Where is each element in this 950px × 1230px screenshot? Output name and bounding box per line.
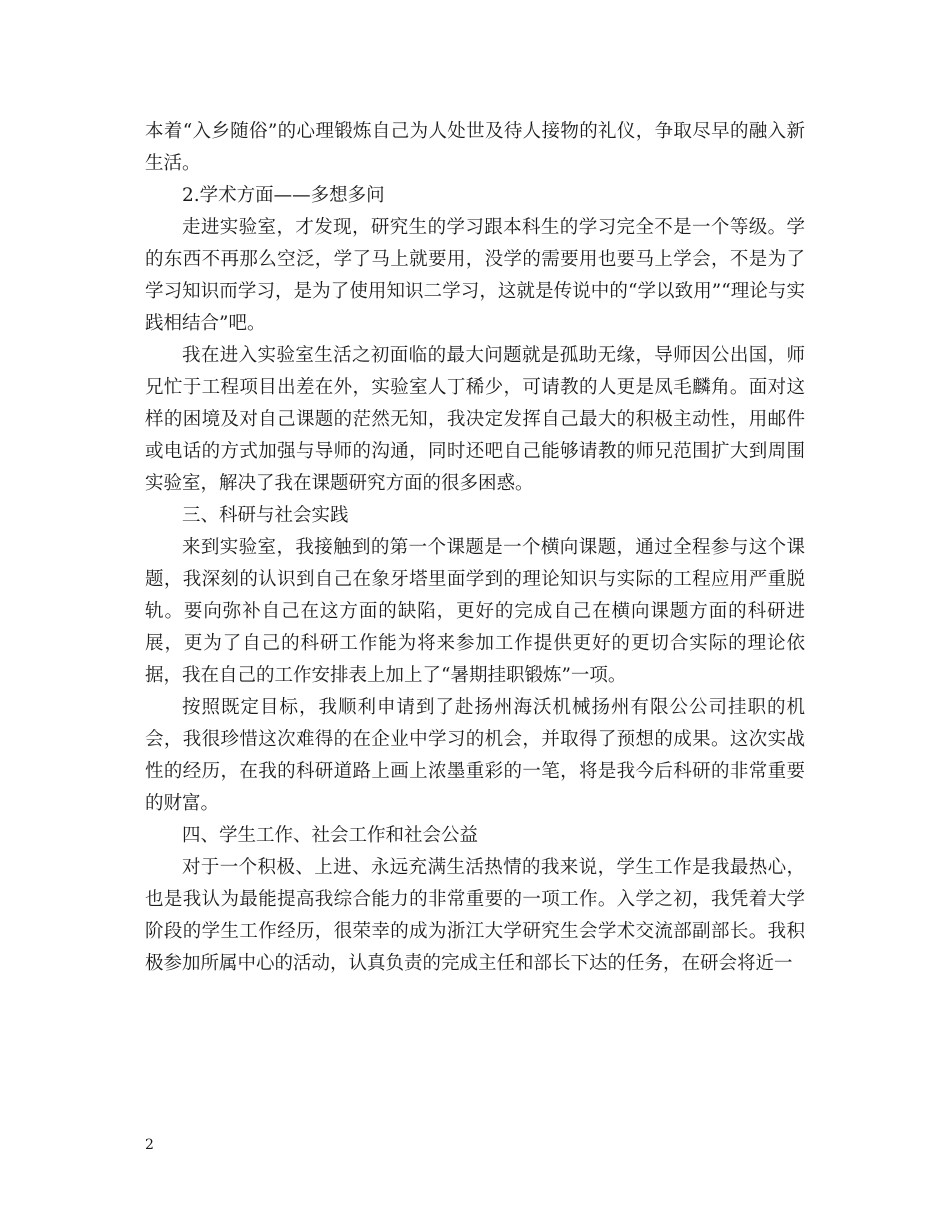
page-number: 2 [145, 1137, 154, 1153]
document-body [145, 116, 805, 980]
paragraph-4: 我在进入实验室生活之初面临的最大问题就是孤助无缘，导师因公出国，师兄忙于工程项目出差在外，实验室人丁稀少，可请教的人更是凤毛麟角。面对这样的困境及对自己课题的茫然无知，我决定发挥自己最大的积极主动性，用邮件或电话的方式加强与导师的沟通，同时还吧自己能够请教的师兄范围扩大到周围实验室，解决了我在课题研究方面的很多困惑。 [145, 345, 805, 494]
paragraph-3: 走进实验室，才发现，研究生的学习跟本科生的学习完全不是一个等级。学的东西不再那么空泛，学了马上就要用，没学的需要用也要马上学会，不是为了学习知识而学习，是为了使用知识二学习，这就是传说中的“学以致用”“理论与实践相结合”吧。 [145, 217, 805, 334]
paragraph-7: 按照既定目标，我顺利申请到了赴扬州海沃机械扬州有限公公司挂职的机会，我很珍惜这次难得的在企业中学习的机会，并取得了预想的成果。这次实战性的经历，在我的科研道路上画上浓墨重彩的一笔，将是我今后科研的非常重要的财富。 [145, 697, 805, 814]
section-heading-academic: 2.学术方面——多想多问 [182, 185, 385, 206]
paragraph-6: 来到实验室，我接触到的第一个课题是一个横向课题，通过全程参与这个课题，我深刻的认识到自己在象牙塔里面学到的理论知识与实际的工程应用严重脱轨。要向弥补自己在这方面的缺陷，更好的完成自己在横向课题方面的科研进展，更为了自己的科研工作能为将来参加工作提供更好的更切合实际的理论依据，我在自己的工作安排表上加上了“暑期挂职锻炼”一项。 [145, 537, 805, 686]
paragraph-1: 本着“入乡随俗”的心理锻炼自己为人处世及待人接物的礼仪，争取尽早的融入新生活。 [145, 121, 805, 174]
paragraph-9: 对于一个积极、上进、永远充满生活热情的我来说，学生工作是我最热心，也是我认为最能提高我综合能力的非常重要的一项工作。入学之初，我凭着大学阶段的学生工作经历，很荣幸的成为浙江大学研究生会学术交流部副部长。我积极参加所属中心的活动，认真负责的完成主任和部长下达的任务，在研会将近一 [145, 857, 805, 974]
section-heading-research: 三、科研与社会实践 [182, 505, 349, 526]
section-heading-student-work: 四、学生工作、社会工作和社会公益 [182, 825, 479, 846]
